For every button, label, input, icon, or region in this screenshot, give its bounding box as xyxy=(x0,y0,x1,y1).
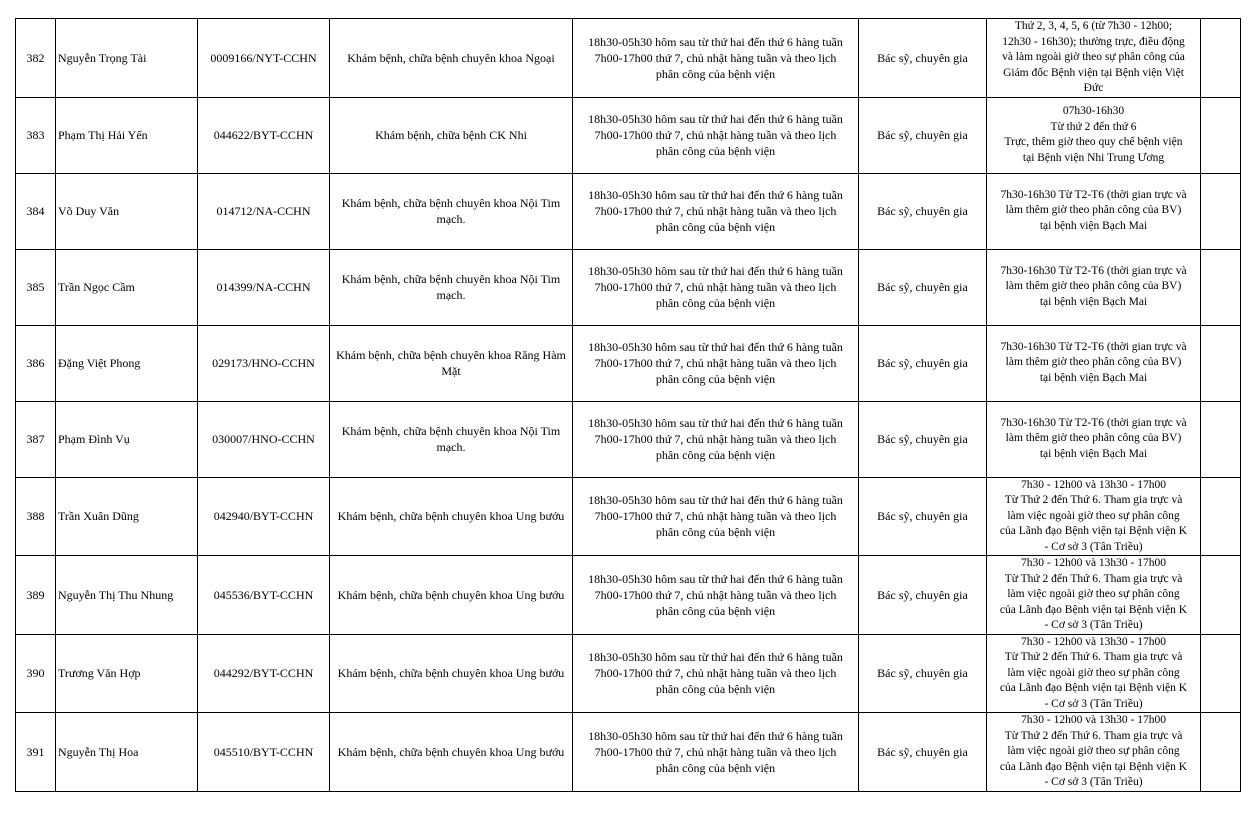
working-hours-line: 7h00-17h00 thứ 7, chủ nhật hàng tuần và theo lịch xyxy=(594,587,837,602)
working-hours-line: 18h30-05h30 hôm sau từ thứ hai đến thứ 6 hàng tuần xyxy=(588,340,843,354)
certificate-number: 014399/NA-CCHN xyxy=(198,249,330,325)
other-hours-line: làm thêm giờ theo phân công của BV) xyxy=(1005,356,1182,369)
working-hours-line: 18h30-05h30 hôm sau từ thứ hai đến thứ 6 hàng tuần xyxy=(588,264,843,278)
note-cell xyxy=(1201,477,1241,556)
row-number: 382 xyxy=(16,19,56,98)
position: Bác sỹ, chuyên gia xyxy=(859,97,987,173)
note-cell xyxy=(1201,325,1241,401)
other-hours-line: 7h30-16h30 Từ T2-T6 (thời gian trực và xyxy=(1000,416,1187,429)
position: Bác sỹ, chuyên gia xyxy=(859,713,987,792)
other-hours-line: Từ Thứ 2 đến Thứ 6. Tham gia trực và xyxy=(1004,572,1183,585)
other-hours-line: 12h30 - 16h30); thường trực, điều động xyxy=(1002,35,1185,48)
other-hours-line: Từ thứ 2 đến thứ 6 xyxy=(1050,120,1137,133)
other-hours-line: làm thêm giờ theo phân công của BV) xyxy=(1005,280,1182,293)
working-hours-line: 18h30-05h30 hôm sau từ thứ hai đến thứ 6 hàng tuần xyxy=(588,188,843,202)
other-facility-hours xyxy=(987,173,1201,249)
table-row xyxy=(16,713,1241,792)
other-hours-line: 7h30-16h30 Từ T2-T6 (thời gian trực và xyxy=(1000,188,1187,201)
table-row xyxy=(16,97,1241,173)
row-number: 389 xyxy=(16,556,56,635)
working-hours-line: 18h30-05h30 hôm sau từ thứ hai đến thứ 6 hàng tuần xyxy=(588,416,843,430)
working-hours-line: phân công của bệnh viện xyxy=(655,144,776,158)
note-cell xyxy=(1201,556,1241,635)
working-hours-line: 7h00-17h00 thứ 7, chủ nhật hàng tuần và theo lịch xyxy=(594,666,837,681)
certificate-number: 044292/BYT-CCHN xyxy=(198,634,330,713)
other-facility-hours xyxy=(987,401,1201,477)
other-hours-line: 7h30 - 12h00 và 13h30 - 17h00 xyxy=(1020,635,1166,648)
other-facility-hours xyxy=(987,556,1201,635)
working-hours-line: 18h30-05h30 hôm sau từ thứ hai đến thứ 6 hàng tuần xyxy=(588,571,843,586)
working-hours-line: 7h00-17h00 thứ 7, chủ nhật hàng tuần và theo lịch xyxy=(594,744,837,759)
practitioner-name: Trần Xuân Dũng xyxy=(56,477,198,556)
practice-scope: Khám bệnh, chữa bệnh chuyên khoa Ung bướu xyxy=(330,556,573,635)
certificate-number: 0009166/NYT-CCHN xyxy=(198,19,330,98)
table-row xyxy=(16,173,1241,249)
certificate-number: 029173/HNO-CCHN xyxy=(198,325,330,401)
working-hours-line: 18h30-05h30 hôm sau từ thứ hai đến thứ 6 hàng tuần xyxy=(588,493,843,508)
other-hours-line: tại bệnh viện Bạch Mai xyxy=(1039,219,1148,232)
position: Bác sỹ, chuyên gia xyxy=(859,19,987,98)
row-number: 391 xyxy=(16,713,56,792)
other-hours-line: làm việc ngoài giờ theo sự phân công xyxy=(1007,745,1180,757)
practice-scope: Khám bệnh, chữa bệnh chuyên khoa Nội Tim mạch. xyxy=(330,173,573,249)
working-hours-line: 7h00-17h00 thứ 7, chủ nhật hàng tuần và theo lịch xyxy=(594,204,837,218)
position: Bác sỹ, chuyên gia xyxy=(859,556,987,635)
note-cell xyxy=(1201,173,1241,249)
working-hours-line: 7h00-17h00 thứ 7, chủ nhật hàng tuần và theo lịch xyxy=(594,432,837,446)
practitioner-name: Võ Duy Văn xyxy=(56,173,198,249)
working-hours xyxy=(573,325,859,401)
row-number: 386 xyxy=(16,325,56,401)
other-hours-line: Từ Thứ 2 đến Thứ 6. Tham gia trực và xyxy=(1004,729,1183,742)
position: Bác sỹ, chuyên gia xyxy=(859,477,987,556)
other-hours-line: 7h30-16h30 Từ T2-T6 (thời gian trực và xyxy=(1000,340,1187,353)
practitioner-name: Đặng Việt Phong xyxy=(56,325,198,401)
table-row xyxy=(16,249,1241,325)
position: Bác sỹ, chuyên gia xyxy=(859,401,987,477)
working-hours-line: 7h00-17h00 thứ 7, chủ nhật hàng tuần và theo lịch xyxy=(594,280,837,294)
other-hours-line: tại bệnh viện Bạch Mai xyxy=(1039,295,1148,308)
other-facility-hours xyxy=(987,97,1201,173)
working-hours xyxy=(573,401,859,477)
other-hours-line: làm việc ngoài giờ theo sự phân công xyxy=(1007,588,1180,600)
table-row xyxy=(16,556,1241,635)
other-hours-line: và làm ngoài giờ theo sự phân công của xyxy=(1002,51,1185,63)
other-hours-line: - Cơ sở 3 (Tân Triều) xyxy=(1044,776,1143,788)
practice-scope: Khám bệnh, chữa bệnh chuyên khoa Ung bướu xyxy=(330,634,573,713)
practice-scope: Khám bệnh, chữa bệnh chuyên khoa Ung bướu xyxy=(330,477,573,556)
other-hours-line: Thứ 2, 3, 4, 5, 6 (từ 7h30 - 12h00; xyxy=(1014,20,1173,32)
working-hours-line: 18h30-05h30 hôm sau từ thứ hai đến thứ 6 hàng tuần xyxy=(588,650,843,665)
working-hours-line: 7h00-17h00 thứ 7, chủ nhật hàng tuần và theo lịch xyxy=(594,128,837,142)
other-facility-hours xyxy=(987,713,1201,792)
row-number: 384 xyxy=(16,173,56,249)
position: Bác sỹ, chuyên gia xyxy=(859,325,987,401)
working-hours xyxy=(573,477,859,556)
working-hours-line: phân công của bệnh viện xyxy=(655,372,776,386)
practice-scope: Khám bệnh, chữa bệnh chuyên khoa Ung bướu xyxy=(330,713,573,792)
row-number: 383 xyxy=(16,97,56,173)
certificate-number: 014712/NA-CCHN xyxy=(198,173,330,249)
other-facility-hours xyxy=(987,19,1201,98)
note-cell xyxy=(1201,19,1241,98)
other-hours-line: của Lãnh đạo Bệnh viện tại Bệnh viện K xyxy=(999,682,1188,694)
other-hours-line: 7h30 - 12h00 và 13h30 - 17h00 xyxy=(1020,478,1166,491)
working-hours xyxy=(573,713,859,792)
other-hours-line: tại bệnh viện Bạch Mai xyxy=(1039,371,1148,384)
other-hours-line: của Lãnh đạo Bệnh viện tại Bệnh viện K xyxy=(999,525,1188,537)
practice-scope: Khám bệnh, chữa bệnh chuyên khoa Ngoại xyxy=(330,19,573,98)
other-hours-line: làm thêm giờ theo phân công của BV) xyxy=(1005,204,1182,217)
other-hours-line: Đức xyxy=(1083,82,1104,94)
practice-scope: Khám bệnh, chữa bệnh chuyên khoa Răng Hàm Mặt xyxy=(330,325,573,401)
other-hours-line: tại bệnh viện Bạch Mai xyxy=(1039,447,1148,460)
table-row xyxy=(16,634,1241,713)
working-hours xyxy=(573,634,859,713)
practitioner-name: Phạm Đình Vụ xyxy=(56,401,198,477)
other-hours-line: của Lãnh đạo Bệnh viện tại Bệnh viện K xyxy=(999,603,1188,616)
other-hours-line: làm việc ngoài giờ theo sự phân công xyxy=(1007,666,1180,679)
position: Bác sỹ, chuyên gia xyxy=(859,249,987,325)
working-hours xyxy=(573,173,859,249)
practice-scope: Khám bệnh, chữa bệnh CK Nhi xyxy=(330,97,573,173)
note-cell xyxy=(1201,713,1241,792)
working-hours-line: 18h30-05h30 hôm sau từ thứ hai đến thứ 6 hàng tuần xyxy=(588,112,843,126)
other-hours-line: Từ Thứ 2 đến Thứ 6. Tham gia trực và xyxy=(1004,494,1183,506)
other-hours-line: Giám đốc Bệnh viện tại Bệnh viện Việt xyxy=(1003,66,1184,79)
working-hours-line: 7h00-17h00 thứ 7, chủ nhật hàng tuần và theo lịch xyxy=(594,356,837,370)
other-hours-line: - Cơ sở 3 (Tân Triều) xyxy=(1044,619,1143,631)
other-hours-line: làm thêm giờ theo phân công của BV) xyxy=(1005,432,1182,445)
working-hours-line: 7h00-17h00 thứ 7, chủ nhật hàng tuần và theo lịch xyxy=(594,509,837,524)
other-hours-line: 7h30 - 12h00 và 13h30 - 17h00 xyxy=(1020,557,1166,569)
working-hours-line: 18h30-05h30 hôm sau từ thứ hai đến thứ 6 hàng tuần xyxy=(588,728,843,743)
practice-scope: Khám bệnh, chữa bệnh chuyên khoa Nội Tim mạch. xyxy=(330,401,573,477)
working-hours-line: phân công của bệnh viện xyxy=(655,525,776,540)
practitioner-name: Trương Văn Hợp xyxy=(56,634,198,713)
table-row xyxy=(16,401,1241,477)
certificate-number: 030007/HNO-CCHN xyxy=(198,401,330,477)
staff-table xyxy=(15,18,1241,792)
other-hours-line: làm việc ngoài giờ theo sự phân công xyxy=(1007,509,1180,522)
working-hours-line: phân công của bệnh viện xyxy=(655,603,776,618)
other-hours-line: - Cơ sở 3 (Tân Triều) xyxy=(1044,697,1143,710)
other-hours-line: Trực, thêm giờ theo quy chế bệnh viện xyxy=(1004,136,1183,148)
other-hours-line: 7h30-16h30 Từ T2-T6 (thời gian trực và xyxy=(1000,264,1187,277)
row-number: 390 xyxy=(16,634,56,713)
position: Bác sỹ, chuyên gia xyxy=(859,173,987,249)
row-number: 388 xyxy=(16,477,56,556)
working-hours xyxy=(573,97,859,173)
other-hours-line: - Cơ sở 3 (Tân Triều) xyxy=(1044,540,1143,553)
practitioner-name: Nguyễn Trọng Tài xyxy=(56,19,198,98)
other-facility-hours xyxy=(987,325,1201,401)
table-row xyxy=(16,325,1241,401)
working-hours xyxy=(573,19,859,98)
note-cell xyxy=(1201,401,1241,477)
practitioner-name: Nguyễn Thị Hoa xyxy=(56,713,198,792)
row-number: 385 xyxy=(16,249,56,325)
practitioner-name: Trần Ngọc Cầm xyxy=(56,249,198,325)
note-cell xyxy=(1201,249,1241,325)
other-hours-line: tại Bệnh viện Nhi Trung Ương xyxy=(1022,151,1165,164)
other-facility-hours xyxy=(987,477,1201,556)
note-cell xyxy=(1201,97,1241,173)
other-facility-hours xyxy=(987,634,1201,713)
practitioner-name: Nguyễn Thị Thu Nhung xyxy=(56,556,198,635)
working-hours-line: phân công của bệnh viện xyxy=(655,760,776,775)
position: Bác sỹ, chuyên gia xyxy=(859,634,987,713)
working-hours-line: 18h30-05h30 hôm sau từ thứ hai đến thứ 6 hàng tuần xyxy=(588,34,843,49)
working-hours xyxy=(573,249,859,325)
certificate-number: 044622/BYT-CCHN xyxy=(198,97,330,173)
certificate-number: 045536/BYT-CCHN xyxy=(198,556,330,635)
other-hours-line: 07h30-16h30 xyxy=(1062,105,1125,117)
working-hours-line: phân công của bệnh viện xyxy=(655,682,776,697)
other-facility-hours xyxy=(987,249,1201,325)
row-number: 387 xyxy=(16,401,56,477)
practice-scope: Khám bệnh, chữa bệnh chuyên khoa Nội Tim mạch. xyxy=(330,249,573,325)
other-hours-line: 7h30 - 12h00 và 13h30 - 17h00 xyxy=(1020,714,1166,726)
working-hours-line: phân công của bệnh viện xyxy=(655,220,776,234)
other-hours-line: của Lãnh đạo Bệnh viện tại Bệnh viện K xyxy=(999,760,1188,773)
practitioner-name: Phạm Thị Hải Yến xyxy=(56,97,198,173)
working-hours-line: 7h00-17h00 thứ 7, chủ nhật hàng tuần và theo lịch xyxy=(594,50,837,65)
note-cell xyxy=(1201,634,1241,713)
table-row xyxy=(16,19,1241,98)
other-hours-line: Từ Thứ 2 đến Thứ 6. Tham gia trực và xyxy=(1004,651,1183,663)
working-hours-line: phân công của bệnh viện xyxy=(655,448,776,462)
table-row xyxy=(16,477,1241,556)
certificate-number: 042940/BYT-CCHN xyxy=(198,477,330,556)
working-hours-line: phân công của bệnh viện xyxy=(655,296,776,310)
certificate-number: 045510/BYT-CCHN xyxy=(198,713,330,792)
working-hours-line: phân công của bệnh viện xyxy=(655,66,776,81)
working-hours xyxy=(573,556,859,635)
